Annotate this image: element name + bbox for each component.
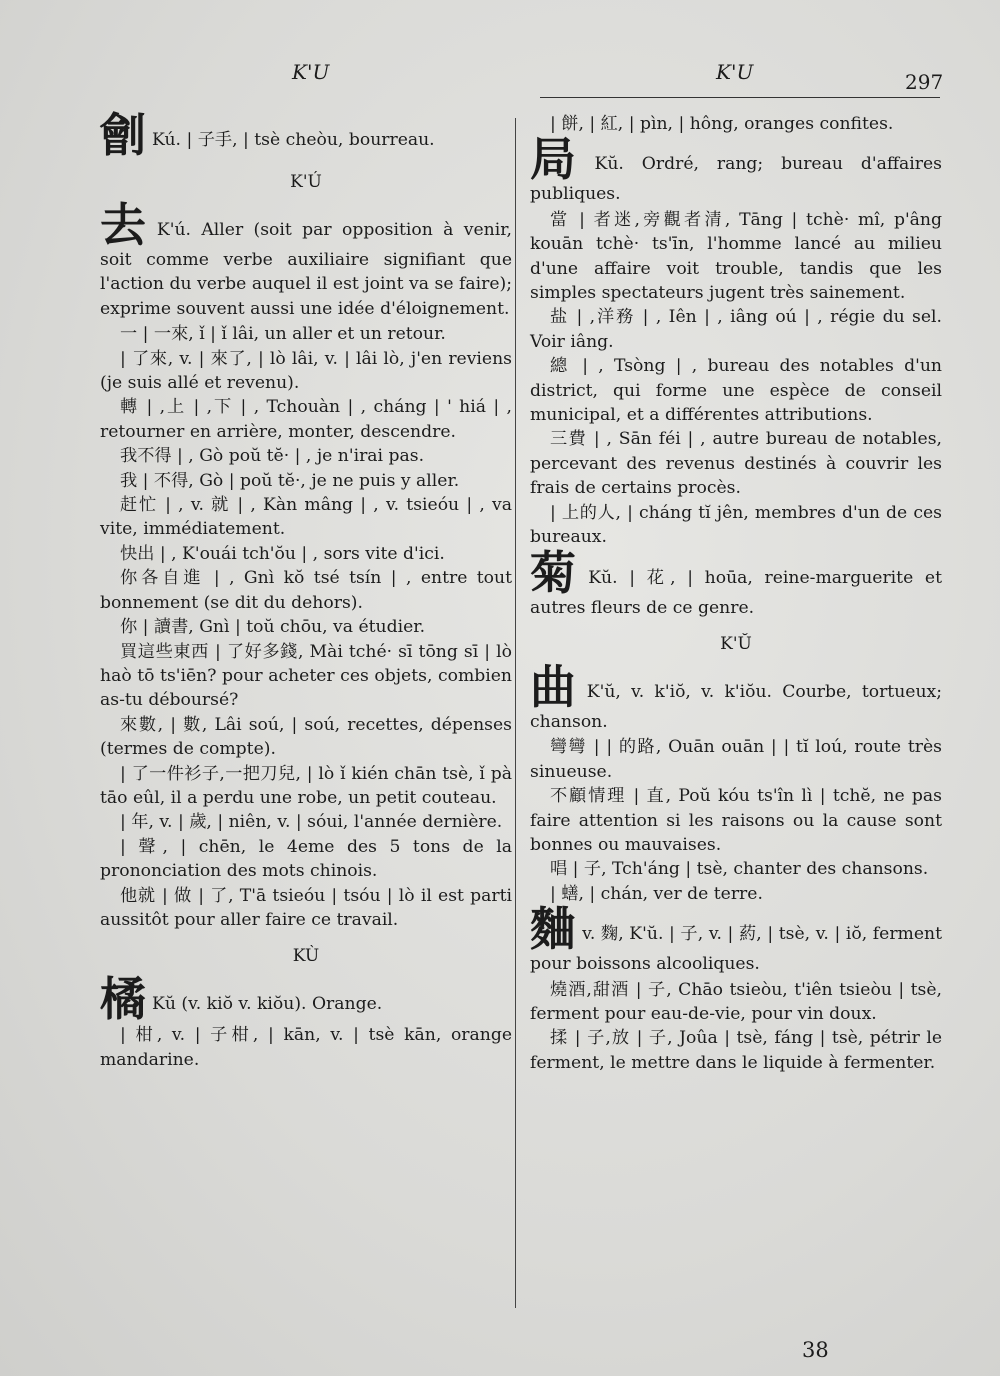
headword-character: 菊 bbox=[530, 545, 583, 600]
sub-entry: | 年, v. | 歲, | niên, v. | sóui, l'année dernière. bbox=[120, 812, 503, 833]
sub-entry: 唱 | 子, Tch'áng | tsè, chanter des chansons. bbox=[550, 859, 929, 880]
sub-entry: | 上的人, | cháng tĭ jên, membres d'un de ces bureaux. bbox=[530, 502, 942, 548]
syllable-heading: KÙ bbox=[292, 946, 320, 967]
headword-character: 麯 bbox=[530, 902, 577, 957]
sub-entry: | 了來, v. | 來了, | lò lâi, v. | lâi lò, j'en reviens (je suis allé et revenu). bbox=[100, 348, 512, 394]
column-divider bbox=[515, 118, 516, 1308]
sub-entry: 一 | 一來, ǐ | ǐ lâi, un aller et un retour. bbox=[120, 324, 446, 345]
running-head-right: K'U bbox=[716, 60, 754, 84]
entry-text: K'ŭ, v. k'iŏ, v. k'iŏu. Courbe, tortueux; chanson. bbox=[530, 681, 943, 732]
entry-text: Kŭ (v. kiŏ v. kiŏu). Orange. bbox=[152, 994, 383, 1015]
dictionary-entry bbox=[100, 972, 512, 1027]
sub-entry: 彎彎 | | 的路, Ouān ouān | | tĭ loú, route très sinueuse. bbox=[530, 737, 942, 782]
dictionary-entry bbox=[100, 198, 513, 321]
headword-character: 去 bbox=[100, 198, 151, 252]
entry-text: Kŭ. Ordré, rang; bureau d'affaires publiques. bbox=[530, 154, 942, 205]
sub-entry: 快出 | , K'ouái tch'ŏu | , sors vite d'ici. bbox=[120, 543, 445, 564]
sub-entry: 轉 | ,上 | ,下 | , Tchouàn | , cháng | ' hiá | , retourner en arrière, monter, descendre. bbox=[100, 397, 512, 442]
syllable-heading: K'Ú bbox=[290, 172, 322, 192]
syllable-heading: K'Ŭ bbox=[720, 633, 752, 654]
sub-entry: | 了一件衫子,一把刀兒, | lò ǐ kién chān tsè, ǐ pà tāo eûl, il a perdu une robe, un petit couteau. bbox=[100, 763, 512, 808]
sub-entry: 不顧情理 | 直, Poŭ kóu ts'în lì | tchĕ, ne pas faire attention si les raisons ou la cause sont bonnes ou mauvaises. bbox=[530, 786, 942, 855]
sub-entry: 你各自進 | , Gnì kŏ tsé tsín | , entre tout bonnement (se dit du dehors). bbox=[100, 568, 512, 613]
header-rule bbox=[540, 97, 940, 98]
sub-entry: 我不得 | , Gò poŭ tĕ· | , je n'irai pas. bbox=[120, 446, 425, 467]
entry-text: v. 麴, K'ŭ. | 子, v. | 葯, | tsè, v. | iŏ, ferment pour boissons alcooliques. bbox=[530, 924, 942, 975]
sub-entry: 盐 | ,洋務 | , Iên | , iâng oú | , régie du sel. Voir iâng. bbox=[530, 307, 942, 352]
sub-entry: 揉 | 子,放 | 子, Joûa | tsè, fáng | tsè, pétrir le ferment, le mettre dans le liquide à fermenter. bbox=[530, 1028, 942, 1073]
dictionary-entry bbox=[530, 545, 943, 620]
left-column bbox=[100, 108, 513, 1072]
headword-character: 局 bbox=[530, 132, 589, 187]
sub-entry: 總 | , Tsòng | , bureau des notables d'un district, qui forme une espèce de conseil municipal, et a différentes attributions. bbox=[530, 356, 942, 426]
sub-entry: | 餅, | 紅, | pìn, | hông, oranges confites. bbox=[550, 114, 894, 134]
dictionary-entry bbox=[530, 132, 942, 206]
signature-number: 38 bbox=[802, 1338, 829, 1362]
entry-text: Kŭ. | 花, | hoūa, reine-marguerite et autres fleurs de ce genre. bbox=[530, 567, 943, 618]
dictionary-entry bbox=[100, 108, 512, 162]
headword-character: 曲 bbox=[530, 659, 581, 714]
sub-entry: 他就 | 做 | 了, T'ā tsieóu | tsóu | lò il est parti aussitôt pour aller faire ce travail. bbox=[100, 885, 512, 930]
sub-entry: 三費 | , Sān féi | , autre bureau de notables, percevant des revenus destinés à couvrir les frais de certains procès. bbox=[530, 429, 942, 499]
sub-entry: 燒酒,甜酒 | 子, Chāo tsieòu, t'iên tsieòu | tsè, ferment pour eau-de-vie, pour vin doux. bbox=[530, 979, 942, 1024]
sub-entry: 買這些東西 | 了好多錢, Mài tché· sī tōng sī | lò haò tō ts'iēn? pour acheter ces objets, combien as-tu déboursé? bbox=[100, 641, 512, 711]
sub-entry: | 蟮, | chán, ver de terre. bbox=[550, 883, 763, 904]
sub-entry: 赶忙 | , v. 就 | , Kàn mâng | , v. tsieóu | , va vite, immédiatement. bbox=[100, 495, 512, 540]
sub-entry: 當 | 者迷,旁觀者清, Tāng | tchè· mî, p'âng kouān tchè· ts'īn, l'homme lancé au milieu d'une affaire voit trouble, tandis que les simples spectateurs jugent très sainement. bbox=[530, 209, 942, 304]
sub-entry: 你 | 讀書, Gnì | toŭ chōu, va étudier. bbox=[120, 617, 426, 638]
sub-entry: | 柑, v. | 子柑, | kān, v. | tsè kān, orange mandarine. bbox=[100, 1025, 512, 1070]
headword-character: 橘 bbox=[100, 972, 146, 1027]
page-number: 297 bbox=[905, 70, 944, 94]
sub-entry: 來數, | 數, Lâi soú, | soú, recettes, dépenses (termes de compte). bbox=[100, 714, 512, 760]
sub-entry: 我 | 不得, Gò | poŭ tĕ·, je ne puis y aller. bbox=[120, 470, 460, 491]
right-column bbox=[530, 112, 942, 1075]
sub-entry: | 聲, | chēn, le 4eme des 5 tons de la prononciation des mots chinois. bbox=[100, 836, 512, 882]
running-head-left: K'U bbox=[292, 60, 330, 84]
dictionary-entry bbox=[530, 902, 942, 976]
entry-text: Kú. | 子手, | tsè cheòu, bourreau. bbox=[152, 130, 435, 150]
headword-character: 劊 bbox=[100, 108, 146, 162]
entry-text: K'ú. Aller (soit par opposition à venir, soit comme verbe auxiliaire signifiant que l'action du verbe auquel il est joint va se faire); exprime souvent aussi une idée d'éloignement. bbox=[100, 220, 513, 319]
dictionary-entry bbox=[530, 659, 943, 734]
